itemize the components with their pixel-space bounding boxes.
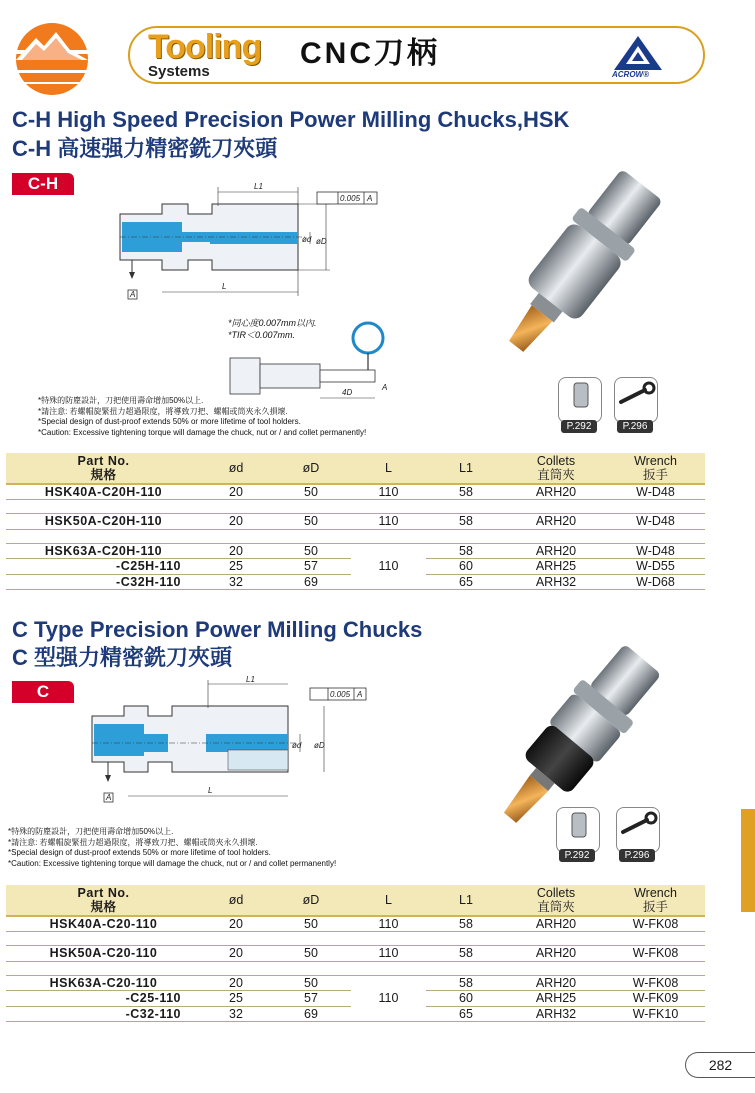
wrench-page-ref-2[interactable]: P.296: [619, 849, 655, 862]
dim2-l1: L1: [246, 676, 255, 684]
runout-gauge-drawing: [220, 318, 400, 408]
acrow-logo-text: ACROW®: [612, 70, 649, 79]
section2-title-zh: C 型强力精密銑刀夾頭: [12, 645, 233, 670]
brand-logo: Tooling: [148, 28, 262, 66]
table-row: HSK50A-C20-110 20 50 110 58 ARH20 W-FK08: [6, 946, 705, 962]
wrench-page-ref[interactable]: P.296: [617, 420, 653, 433]
section1-chuck-photo: [460, 168, 675, 358]
dim2-datum-tol: A: [357, 690, 363, 699]
col-L1: L1: [426, 453, 506, 484]
table-row: -C25-110 25 57 60 ARH25 W-FK09: [6, 991, 705, 1007]
section2-title-en: C Type Precision Power Milling Chucks: [12, 617, 423, 642]
col-part: Part No. 規格: [6, 885, 201, 916]
col-part: Part No. 規格: [6, 453, 201, 484]
dim-od-large: øD: [316, 237, 327, 246]
acrow-logo-icon: [612, 34, 664, 72]
section2-note-1: *特殊的防塵設計，刀把使用壽命增加50%以上.: [8, 827, 174, 836]
section1-title-en: C-H High Speed Precision Power Milling Chucks,HSK: [12, 107, 570, 132]
section2-badge: C: [12, 681, 74, 703]
table-row: HSK63A-C20H-110 20 50 110 58 ARH20 W-D48: [6, 543, 705, 559]
section2-chuck-drawing: [88, 676, 378, 804]
col-d: ød: [201, 885, 271, 916]
table-row: HSK40A-C20-110 20 50 110 58 ARH20 W-FK08: [6, 916, 705, 932]
collet-page-ref-2[interactable]: P.292: [559, 849, 595, 862]
wrench-ref-card-2[interactable]: [616, 807, 660, 853]
table-header: [6, 453, 705, 484]
col-wrench: Wrench 扳手: [606, 453, 705, 484]
section1-title-zh: C-H 高速强力精密銑刀夾頭: [12, 136, 278, 161]
col-L1: L1: [426, 885, 506, 916]
dim-datum-tol: A: [367, 194, 373, 203]
dim-4d-datum: A: [382, 383, 388, 392]
wrench-ref-card[interactable]: [614, 377, 658, 423]
section1-fig-note-2: *TIR＜0.007mm.: [228, 330, 296, 340]
collet-icon: [559, 378, 603, 410]
dim2-datum: A: [106, 793, 112, 802]
table-row: -C32H-110 32 69 65 ARH32 W-D68: [6, 574, 705, 590]
section1-chuck-drawing: [112, 182, 382, 307]
category-title: CNC刀柄: [300, 37, 440, 70]
dim2-od-small: ød: [292, 741, 302, 750]
table-spacer: [6, 529, 705, 543]
section2-chuck-photo: [456, 636, 671, 836]
col-collets: Collets 直筒夾: [506, 885, 606, 916]
section2-spec-table: [6, 885, 705, 1022]
table-spacer: [6, 500, 705, 514]
wrench-icon: [615, 378, 659, 410]
section1-note-4: *Caution: Excessive tightening torque will damage the chuck, nut or / and collet permanently!: [38, 427, 367, 437]
section1-note-2: *請注意: 若螺帽旋緊扭力超過限度，將導致刀把、螺帽或筒夾永久損壞.: [38, 406, 288, 416]
mountain-logo-icon: [12, 20, 92, 98]
section2-notes: [8, 827, 336, 869]
table-header: [6, 885, 705, 916]
dim2-tol: 0.005: [330, 690, 351, 699]
section2-note-2: *請注意: 若螺帽旋緊扭力超過限度，將導致刀把、螺帽或筒夾永久損壞.: [8, 837, 258, 847]
collet-ref-card-2[interactable]: [556, 807, 600, 853]
table-row: HSK63A-C20-110 20 50 110 58 ARH20 W-FK08: [6, 975, 705, 991]
section1-fig-note-1: *同心度0.007mm以內.: [228, 318, 317, 328]
col-collets: Collets 直筒夾: [506, 453, 606, 484]
col-D: øD: [271, 453, 351, 484]
dim-datum: A: [130, 290, 136, 299]
dim-tol: 0.005: [340, 194, 361, 203]
dim-l: L: [222, 282, 227, 291]
section1-note-3: *Special design of dust-proof extends 50% or more lifetime of tool holders.: [38, 417, 301, 426]
col-D: øD: [271, 885, 351, 916]
table-spacer: [6, 932, 705, 946]
dim-od-small: ød: [302, 235, 312, 244]
dim2-l: L: [208, 786, 213, 795]
section1-notes: [38, 396, 366, 438]
col-d: ød: [201, 453, 271, 484]
table-row: -C32-110 32 69 65 ARH32 W-FK10: [6, 1006, 705, 1022]
dim-4d: 4D: [342, 388, 353, 397]
chapter-side-tab: [741, 809, 755, 912]
section1-badge: C-H: [12, 173, 74, 195]
dim-l1: L1: [254, 182, 263, 191]
col-wrench: Wrench 扳手: [606, 885, 705, 916]
section1-note-1: *特殊的防塵設計，刀把使用壽命增加50%以上.: [38, 396, 204, 405]
table-row: HSK50A-C20H-110 20 50 110 58 ARH20 W-D48: [6, 514, 705, 530]
table-spacer: [6, 961, 705, 975]
col-L: L: [351, 885, 426, 916]
wrench-icon: [617, 808, 661, 840]
dim2-od-large: øD: [314, 741, 325, 750]
page-number: 282: [685, 1052, 755, 1078]
table-row: HSK40A-C20H-110 20 50 110 58 ARH20 W-D48: [6, 484, 705, 500]
section1-spec-table: [6, 453, 705, 590]
brand-subtitle: Systems: [148, 63, 210, 80]
collet-page-ref[interactable]: P.292: [561, 420, 597, 433]
collet-icon: [557, 808, 601, 840]
col-L: L: [351, 453, 426, 484]
section2-note-3: *Special design of dust-proof extends 50% or more lifetime of tool holders.: [8, 848, 271, 857]
table-row: -C25H-110 25 57 60 ARH25 W-D55: [6, 559, 705, 575]
collet-ref-card[interactable]: [558, 377, 602, 423]
section2-note-4: *Caution: Excessive tightening torque will damage the chuck, nut or / and collet permanently!: [8, 858, 337, 868]
